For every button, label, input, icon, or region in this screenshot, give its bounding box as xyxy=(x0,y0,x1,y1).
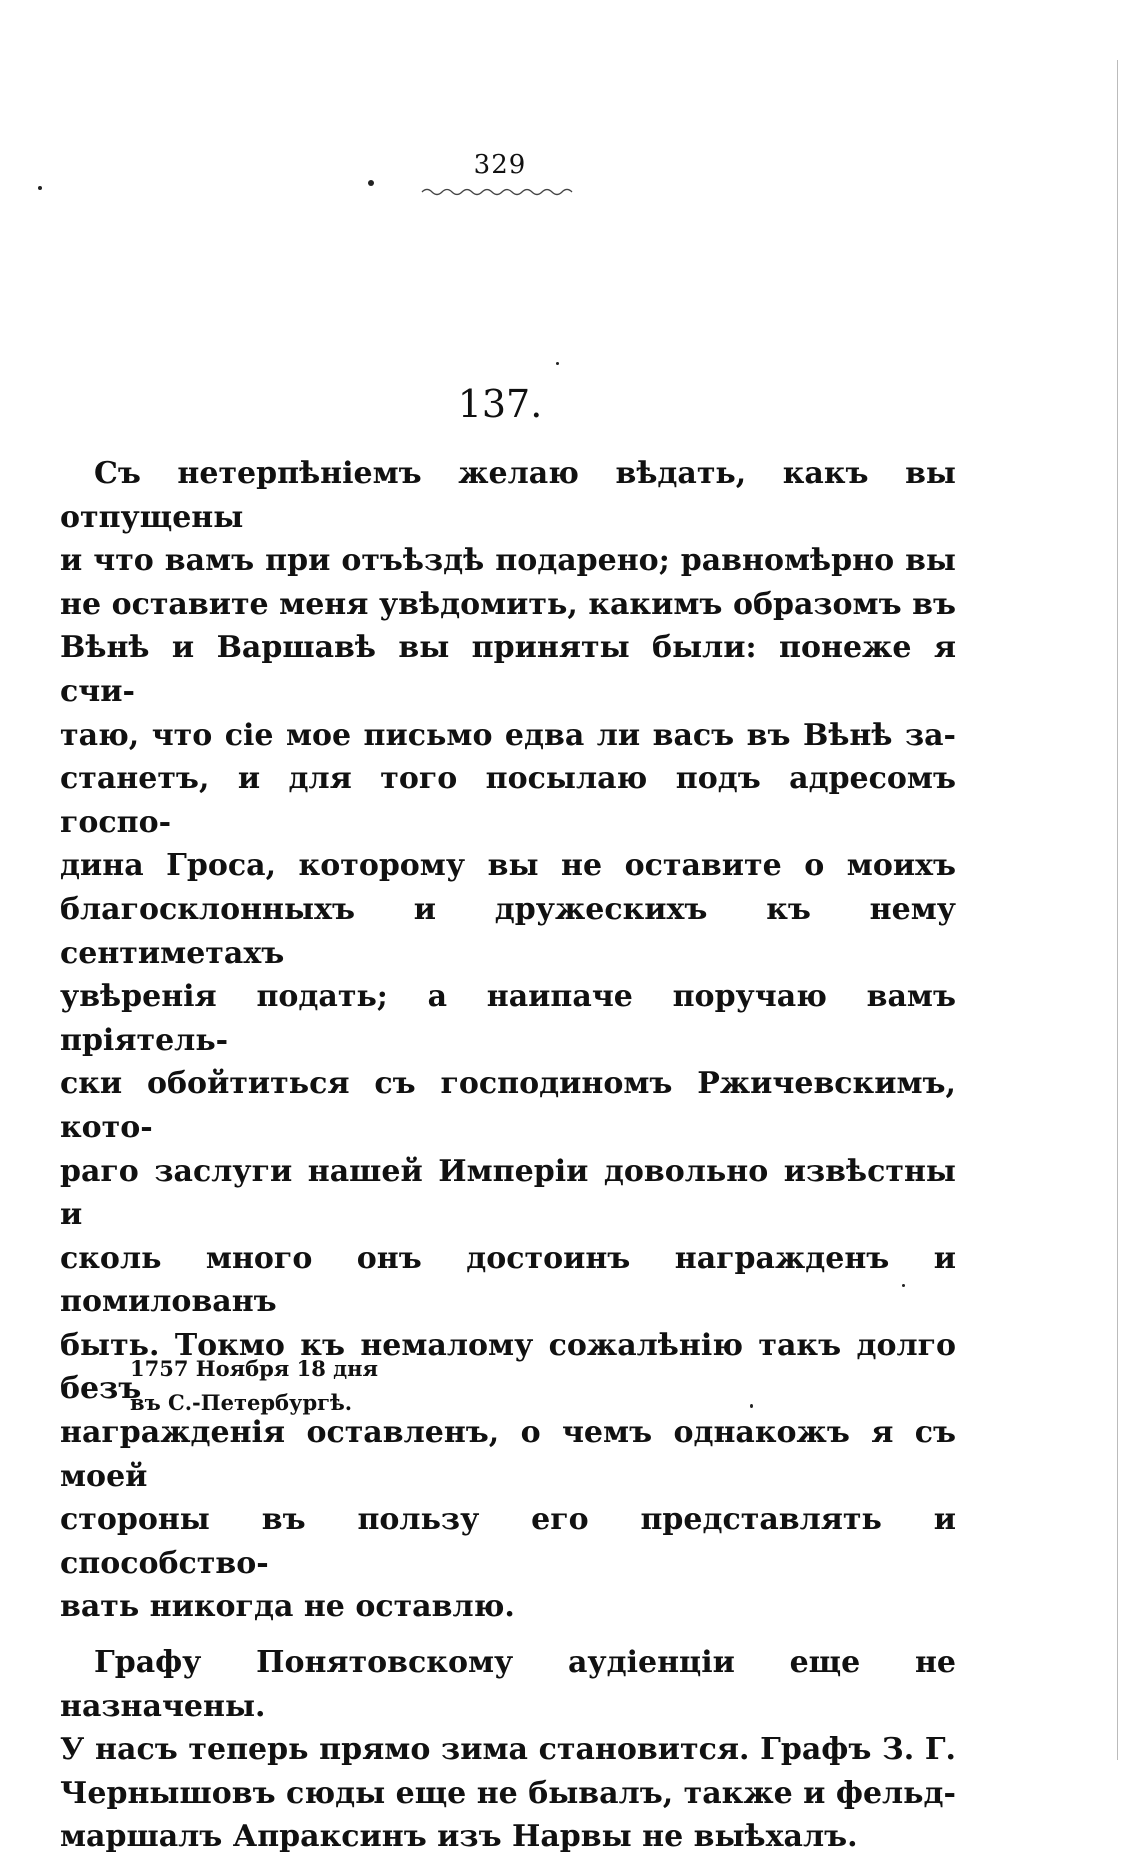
text-line: благосклонныхъ и дружескихъ къ нему сентиметахъ xyxy=(60,891,956,971)
dateline-date: 1757 Ноября 18 дня xyxy=(130,1356,379,1381)
dateline xyxy=(130,1352,378,1420)
text-line: награжденія оставленъ, о чемъ однакожъ я съ моей xyxy=(60,1415,956,1494)
text-line: Чернышовъ сюды еще не бывалъ, также и фельд- xyxy=(60,1775,956,1811)
text-line: Графу Понятовскому аудіенціи еще не назначены. xyxy=(60,1645,956,1724)
text-line: маршалъ Апраксинъ изъ Нарвы не выѣхалъ. xyxy=(60,1819,858,1855)
print-speck xyxy=(38,186,42,190)
text-line: У насъ теперь прямо зима становится. Графъ З. Г. xyxy=(60,1732,956,1768)
letter-number: 137. xyxy=(457,382,543,426)
print-speck xyxy=(368,180,374,186)
page-edge-line xyxy=(1117,60,1118,1760)
text-line: ски обойтиться съ господиномъ Ржичевскимъ, кото- xyxy=(60,1066,956,1145)
text-line: вать никогда не оставлю. xyxy=(60,1589,515,1625)
page-number: 329 xyxy=(473,150,527,180)
text-line: увѣренія подать; а наипаче поручаю вамъ пріятель- xyxy=(60,979,956,1058)
text-line: и что вамъ при отъѣздѣ подарено; равномѣрно вы xyxy=(60,543,956,579)
text-line: Вѣнѣ и Варшавѣ вы приняты были: понеже я счи- xyxy=(60,630,956,709)
letter-body xyxy=(60,452,956,1859)
text-line: таю, что сіе мое письмо едва ли васъ въ Вѣнѣ за- xyxy=(60,717,956,753)
dateline-place: въ С.-Петербургѣ. xyxy=(130,1390,353,1415)
text-line: быть. Токмо къ немалому сожалѣнію такъ долго безъ xyxy=(60,1327,956,1407)
text-line: станетъ, и для того посылаю подъ адресомъ госпо- xyxy=(60,761,956,840)
text-line: раго заслуги нашей Имперіи довольно извѣстны и xyxy=(60,1153,956,1233)
text-line: Съ нетерпѣніемъ желаю вѣдать, какъ вы отпущены xyxy=(60,456,956,535)
text-line: не оставите меня увѣдомить, какимъ образомъ въ xyxy=(60,586,956,622)
text-line: дина Гроса, которому вы не оставите о моихъ xyxy=(60,848,956,884)
print-speck xyxy=(556,362,559,365)
wavy-ornament xyxy=(420,186,580,198)
text-line: стороны въ пользу его представлять и способство- xyxy=(60,1502,956,1581)
text-line: сколь много онъ достоинъ награжденъ и помилованъ xyxy=(60,1240,956,1320)
